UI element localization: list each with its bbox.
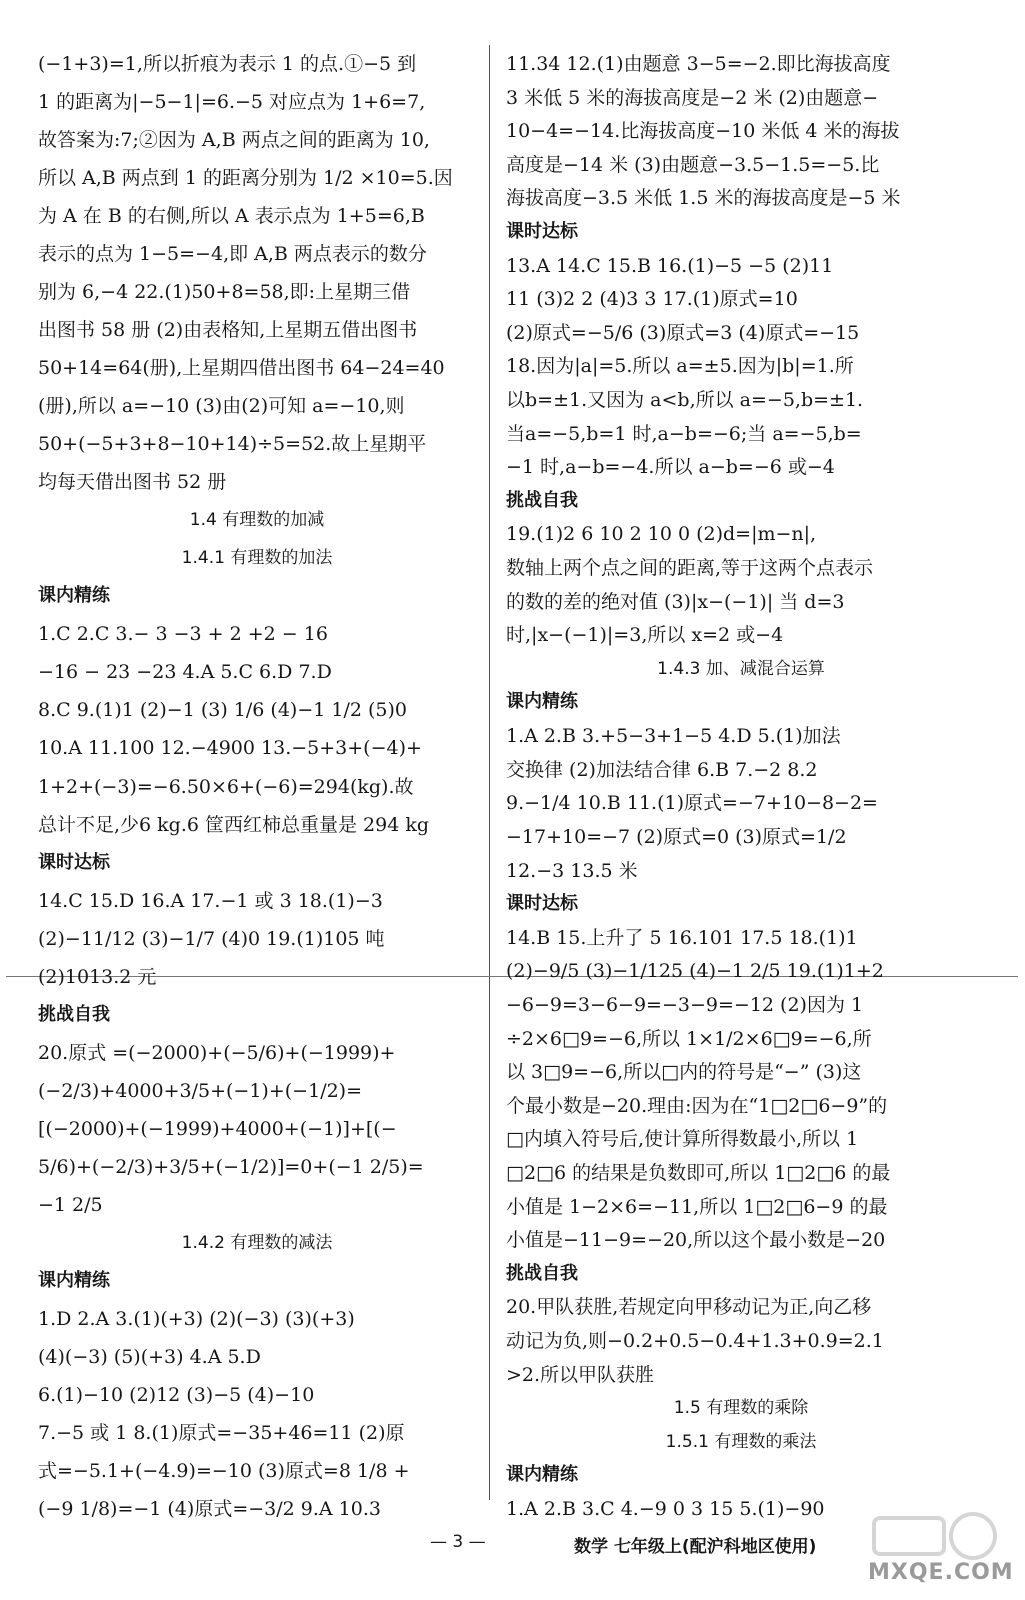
answer-line: 故答案为:7;②因为 A,B 两点之间的距离为 10,: [38, 129, 430, 151]
section-heading: 课时达标: [38, 852, 110, 873]
answer-line: 以 3□9=−6,所以□内的符号是“−” (3)这: [506, 1061, 862, 1083]
answer-line: 总计不足,少6 kg.6 筐西红柿总重量是 294 kg: [38, 814, 430, 836]
answer-line: 时,|x−(−1)|=3,所以 x=2 或−4: [506, 624, 784, 646]
column-divider: [489, 45, 490, 1500]
answer-line: 12.−3 13.5 米: [506, 860, 638, 882]
answer-line: 5/6)+(−2/3)+3/5+(−1/2)]=0+(−1 2/5)=: [38, 1156, 424, 1178]
answer-line: 出图书 58 册 (2)由表格知,上星期五借出图书: [38, 319, 418, 341]
answer-line: (2)−11/12 (3)−1/7 (4)0 19.(1)105 吨: [38, 928, 385, 950]
answer-line: 14.C 15.D 16.A 17.−1 或 3 18.(1)−3: [38, 890, 383, 912]
watermark-text: MXQE.COM: [868, 1560, 1014, 1585]
answer-line: 均每天借出图书 52 册: [38, 471, 227, 493]
page-number: — 3 —: [430, 1532, 486, 1552]
answer-line: −1 时,a−b=−4.所以 a−b=−6 或−4: [506, 456, 835, 478]
answer-line: 表示的点为 1−5=−4,即 A,B 两点表示的数分: [38, 243, 427, 265]
answer-line: 的数的差的绝对值 (3)|x−(−1)| 当 d=3: [506, 591, 845, 613]
answer-line: 10−4=−14.比海拔高度−10 米低 4 米的海拔: [506, 120, 900, 142]
answer-line: 高度是−14 米 (3)由题意−3.5−1.5=−5.比: [506, 154, 880, 176]
answer-line: 8.C 9.(1)1 (2)−1 (3) 1/6 (4)−1 1/2 (5)0: [38, 699, 407, 721]
answer-line: 1.C 2.C 3.− 3 −3 + 2 +2 − 16: [38, 623, 328, 645]
answer-line: 式=−5.1+(−4.9)=−10 (3)原式=8 1/8 +: [38, 1460, 410, 1482]
answer-line: 6.(1)−10 (2)12 (3)−5 (4)−10: [38, 1384, 315, 1406]
answer-line: 50+(−5+3+8−10+14)÷5=52.故上星期平: [38, 433, 427, 455]
answer-line: 数轴上两个点之间的距离,等于这两个点表示: [506, 557, 874, 579]
answer-line: 交换律 (2)加法结合律 6.B 7.−2 8.2: [506, 759, 818, 781]
section-heading: 课内精练: [38, 1270, 110, 1291]
subsection-title: 1.4.3 加、减混合运算: [657, 659, 825, 679]
section-heading: 挑战自我: [506, 1263, 578, 1284]
answer-line: 为 A 在 B 的右侧,所以 A 表示点为 1+5=6,B: [38, 205, 425, 227]
answer-line: □2□6 的结果是负数即可,所以 1□2□6 的最: [506, 1162, 891, 1184]
answer-line: 11.34 12.(1)由题意 3−5=−2.即比海拔高度: [506, 53, 891, 75]
answer-line: 20.甲队获胜,若规定向甲移动记为正,向乙移: [506, 1296, 872, 1318]
answer-line: (−9 1/8)=−1 (4)原式=−3/2 9.A 10.3: [38, 1498, 381, 1520]
answer-line: 9.−1/4 10.B 11.(1)原式=−7+10−8−2=: [506, 792, 878, 814]
subsection-title: 1.4.2 有理数的减法: [181, 1233, 333, 1253]
answer-line: (2)−9/5 (3)−1/125 (4)−1 2/5 19.(1)1+2: [506, 960, 884, 982]
answer-line: 7.−5 或 1 8.(1)原式=−35+46=11 (2)原: [38, 1422, 405, 1444]
subsection-title: 1.4.1 有理数的加法: [181, 548, 333, 568]
answer-line: 1.D 2.A 3.(1)(+3) (2)(−3) (3)(+3): [38, 1308, 355, 1330]
answer-line: 海拔高度−3.5 米低 1.5 米的海拔高度是−5 米: [506, 187, 901, 209]
answer-line: (4)(−3) (5)(+3) 4.A 5.D: [38, 1346, 261, 1368]
section-heading: 挑战自我: [38, 1004, 110, 1025]
answer-line: 小值是−11−9=−20,所以这个最小数是−20: [506, 1229, 886, 1251]
answer-line: (−1+3)=1,所以折痕为表示 1 的点.①−5 到: [38, 53, 417, 75]
answer-line: 个最小数是−20.理由:因为在“1□2□6−9”的: [506, 1095, 888, 1117]
section-heading: 课内精练: [506, 691, 578, 712]
subsection-title: 1.4 有理数的加减: [189, 510, 325, 530]
answer-line: 10.A 11.100 12.−4900 13.−5+3+(−4)+: [38, 737, 422, 759]
answer-line: ÷2×6□9=−6,所以 1×1/2×6□9=−6,所: [506, 1028, 872, 1050]
answer-line: −1 2/5: [38, 1194, 103, 1216]
answer-line: 14.B 15.上升了 5 16.101 17.5 18.(1)1: [506, 927, 858, 949]
answer-line: 所以 A,B 两点到 1 的距离分别为 1/2 ×10=5.因: [38, 167, 453, 189]
answer-line: 别为 6,−4 22.(1)50+8=58,即:上星期三借: [38, 281, 411, 303]
answer-line: −17+10=−7 (2)原式=0 (3)原式=1/2: [506, 826, 847, 848]
answer-line: 1+2+(−3)=−6.50×6+(−6)=294(kg).故: [38, 776, 414, 798]
answer-line: (册),所以 a=−10 (3)由(2)可知 a=−10,则: [38, 395, 405, 417]
answer-line: [(−2000)+(−1999)+4000+(−1)]+[(−: [38, 1118, 397, 1140]
answer-line: 1.A 2.B 3.+5−3+1−5 4.D 5.(1)加法: [506, 725, 841, 747]
answer-line: 3 米低 5 米的海拔高度是−2 米 (2)由题意−: [506, 87, 879, 109]
answer-line: 当a=−5,b=1 时,a−b=−6;当 a=−5,b=: [506, 423, 862, 445]
answer-line: 11 (3)2 2 (4)3 3 17.(1)原式=10: [506, 288, 798, 310]
answer-line: □内填入符号后,使计算所得数最小,所以 1: [506, 1128, 859, 1150]
answer-line: 19.(1)2 6 10 2 10 0 (2)d=|m−n|,: [506, 523, 817, 545]
answer-line: 13.A 14.C 15.B 16.(1)−5 −5 (2)11: [506, 255, 834, 277]
answer-line: −16 − 23 −23 4.A 5.C 6.D 7.D: [38, 661, 332, 683]
answer-line: 18.因为|a|=5.所以 a=±5.因为|b|=1.所: [506, 355, 854, 377]
answer-line: 以b=±1.又因为 a<b,所以 a=−5,b=±1.: [506, 389, 864, 411]
answer-line: 20.原式 =(−2000)+(−5/6)+(−1999)+: [38, 1042, 396, 1064]
section-heading: 课时达标: [506, 221, 578, 242]
subsection-title: 1.5.1 有理数的乘法: [665, 1432, 817, 1452]
section-heading: 课时达标: [506, 893, 578, 914]
answer-line: 50+14=64(册),上星期四借出图书 64−24=40: [38, 357, 445, 379]
answer-line: −6−9=3−6−9=−3−9=−12 (2)因为 1: [506, 994, 864, 1016]
answer-line: 小值是 1−2×6=−11,所以 1□2□6−9 的最: [506, 1196, 888, 1218]
answer-line: (−2/3)+4000+3/5+(−1)+(−1/2)=: [38, 1080, 363, 1102]
section-heading: 课内精练: [38, 585, 110, 606]
subsection-title: 1.5 有理数的乘除: [673, 1398, 809, 1418]
answer-line: 1.A 2.B 3.C 4.−9 0 3 15 5.(1)−90: [506, 1498, 825, 1520]
answer-line: 1 的距离为|−5−1|=6.−5 对应点为 1+6=7,: [38, 91, 426, 113]
footer-subject: 数学 七年级上(配沪科地区使用): [574, 1537, 817, 1557]
answer-line: (2)1013.2 元: [38, 966, 157, 988]
section-heading: 课内精练: [506, 1464, 578, 1485]
section-heading: 挑战自我: [506, 490, 578, 511]
answer-line: (2)原式=−5/6 (3)原式=3 (4)原式=−15: [506, 322, 860, 344]
answer-line: 动记为负,则−0.2+0.5−0.4+1.3+0.9=2.1: [506, 1330, 884, 1352]
answer-line: >2.所以甲队获胜: [506, 1364, 655, 1386]
